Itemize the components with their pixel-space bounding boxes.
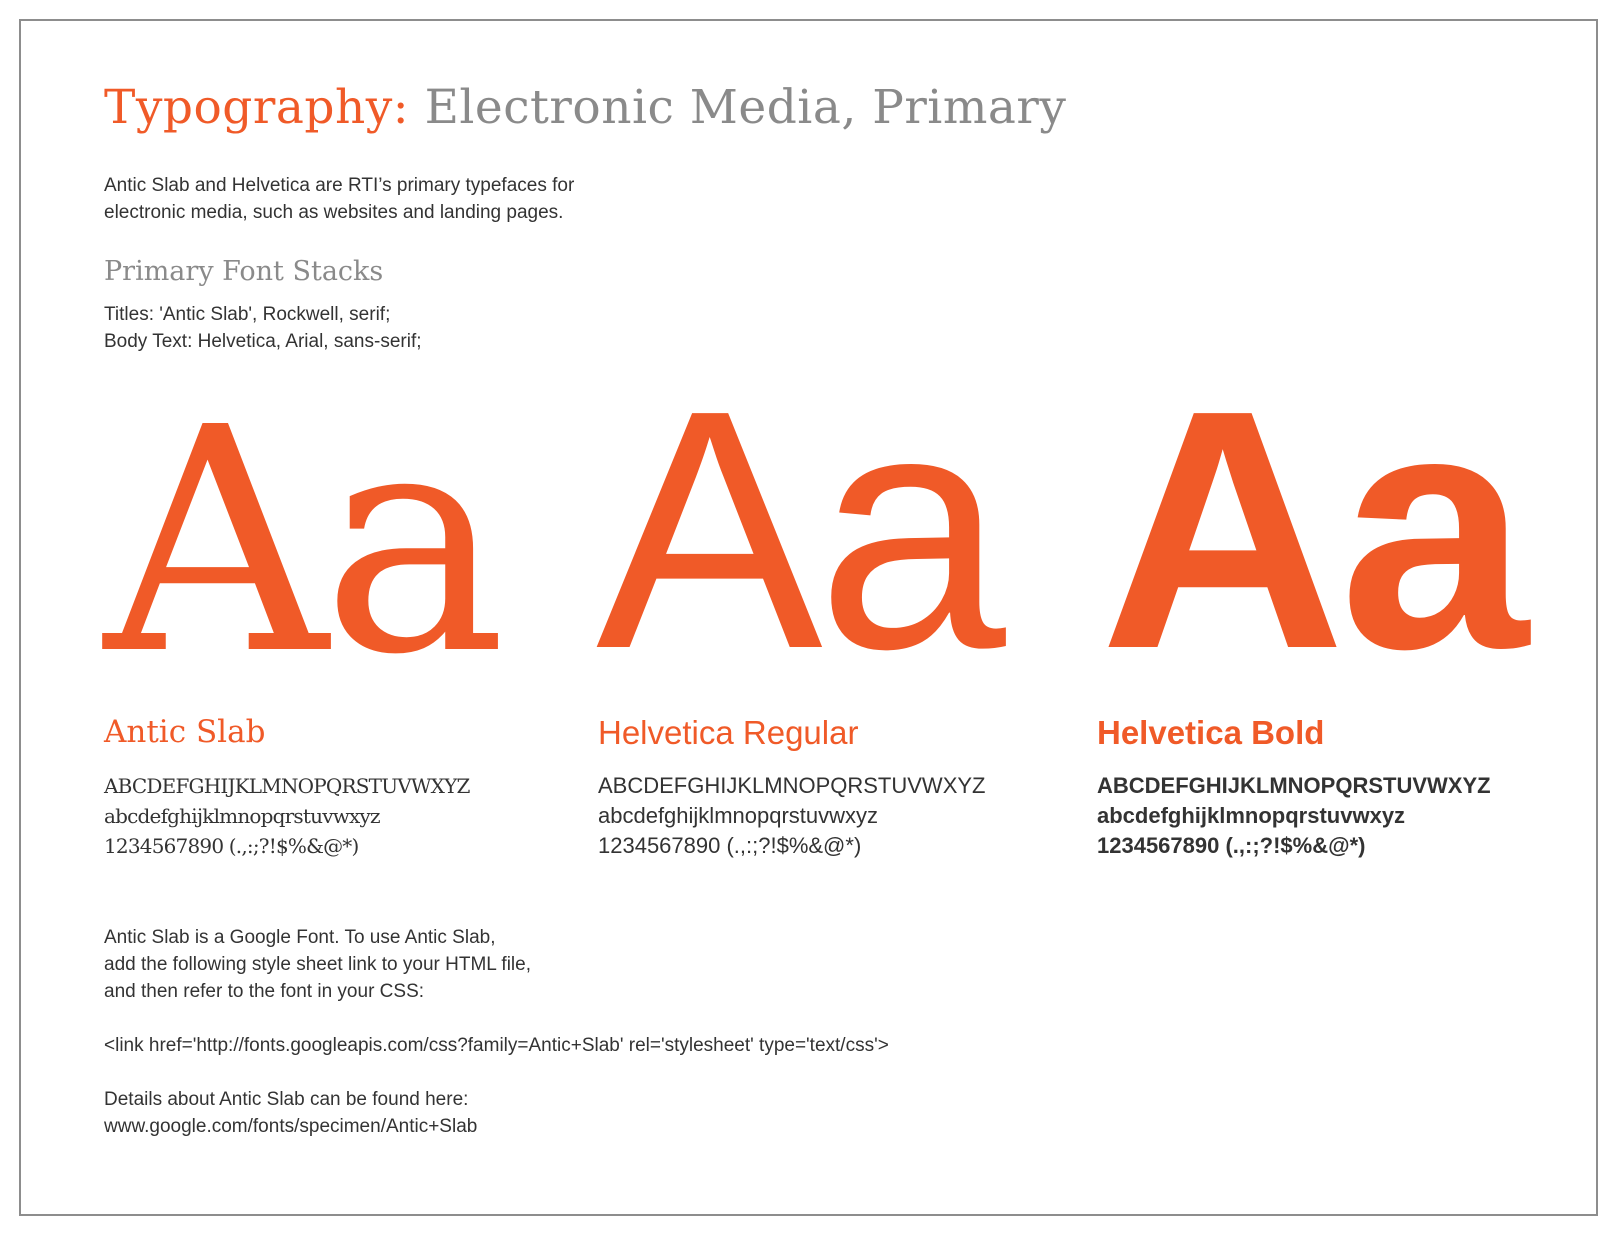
usage-instructions bbox=[104, 924, 889, 1140]
digits-punctuation: 1234567890 (.,:;?!$%&@*) bbox=[598, 833, 862, 858]
intro-paragraph bbox=[104, 172, 574, 226]
specimen-name-helvetica-bold: Helvetica Bold bbox=[1097, 714, 1325, 751]
font-stack-body: Body Text: Helvetica, Arial, sans-serif; bbox=[104, 331, 422, 352]
character-set-helvetica-bold bbox=[1097, 771, 1491, 861]
font-stacks-list bbox=[104, 301, 422, 355]
usage-line: Antic Slab is a Google Font. To use Antic Slab, bbox=[104, 927, 496, 948]
font-stack-titles: Titles: 'Antic Slab', Rockwell, serif; bbox=[104, 304, 391, 325]
page-title-rest: Electronic Media, Primary bbox=[424, 80, 1067, 135]
spacer bbox=[104, 1059, 889, 1086]
usage-line: add the following style sheet link to your HTML file, bbox=[104, 954, 531, 975]
spacer bbox=[104, 1005, 889, 1032]
digits-punctuation: 1234567890 (.,:;?!$%&@*) bbox=[104, 834, 359, 858]
intro-line: Antic Slab and Helvetica are RTI’s primary typefaces for bbox=[104, 175, 575, 196]
stylesheet-link-tag: <link href='http://fonts.googleapis.com/css?family=Antic+Slab' rel='stylesheet' type='text/css'> bbox=[104, 1035, 889, 1056]
intro-line: electronic media, such as websites and landing pages. bbox=[104, 202, 564, 223]
specimen-glyphs-antic-slab: Aa bbox=[104, 362, 501, 723]
uppercase-alphabet: ABCDEFGHIJKLMNOPQRSTUVWXYZ bbox=[598, 773, 986, 798]
character-set-antic-slab bbox=[104, 771, 470, 861]
specimen-glyphs-helvetica-regular: Aa bbox=[596, 340, 1000, 720]
font-stacks-heading: Primary Font Stacks bbox=[104, 256, 384, 287]
specimen-glyphs-helvetica-bold: Aa bbox=[1100, 340, 1523, 720]
details-url: www.google.com/fonts/specimen/Antic+Slab bbox=[104, 1116, 478, 1137]
lowercase-alphabet: abcdefghijklmnopqrstuvwxyz bbox=[1097, 803, 1406, 828]
lowercase-alphabet: abcdefghijklmnopqrstuvwxyz bbox=[104, 804, 380, 828]
uppercase-alphabet: ABCDEFGHIJKLMNOPQRSTUVWXYZ bbox=[104, 774, 470, 798]
lowercase-alphabet: abcdefghijklmnopqrstuvwxyz bbox=[598, 803, 879, 828]
specimen-name-helvetica-regular: Helvetica Regular bbox=[598, 714, 859, 751]
page-title bbox=[104, 80, 1066, 135]
specimen-name-antic-slab: Antic Slab bbox=[104, 714, 266, 750]
details-line: Details about Antic Slab can be found here: bbox=[104, 1089, 469, 1110]
page-title-accent: Typography: bbox=[104, 80, 410, 135]
uppercase-alphabet: ABCDEFGHIJKLMNOPQRSTUVWXYZ bbox=[1097, 773, 1491, 798]
usage-line: and then refer to the font in your CSS: bbox=[104, 981, 425, 1002]
character-set-helvetica-regular bbox=[598, 771, 985, 861]
digits-punctuation: 1234567890 (.,:;?!$%&@*) bbox=[1097, 833, 1366, 858]
